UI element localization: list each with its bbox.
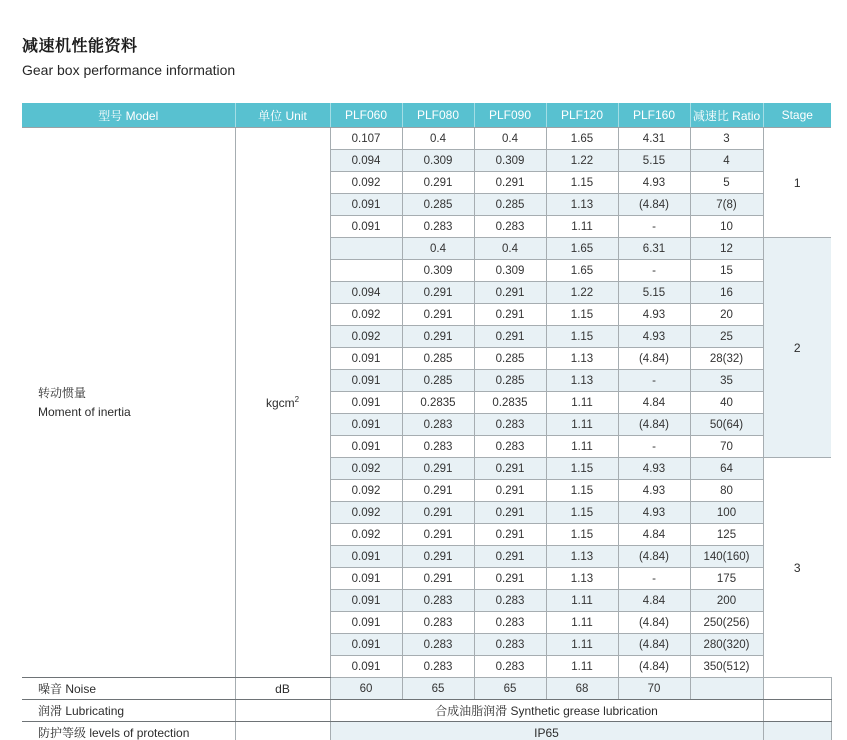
value-cell: 0.285	[402, 194, 474, 216]
value-cell: 0.092	[330, 326, 402, 348]
value-cell: (4.84)	[618, 634, 690, 656]
value-cell: 0.283	[474, 612, 546, 634]
value-cell: 0.283	[402, 634, 474, 656]
value-cell: 0.091	[330, 590, 402, 612]
noise-label: 噪音 Noise	[22, 678, 235, 700]
unit-cell	[235, 128, 330, 678]
value-cell: (4.84)	[618, 348, 690, 370]
value-cell: 0.291	[402, 546, 474, 568]
value-cell: 0.291	[474, 502, 546, 524]
value-cell: 1.13	[546, 194, 618, 216]
value-cell: 0.309	[474, 150, 546, 172]
ratio-cell: 4	[690, 150, 763, 172]
ratio-cell: 10	[690, 216, 763, 238]
value-cell: 0.092	[330, 172, 402, 194]
value-cell: 0.091	[330, 370, 402, 392]
value-cell: 0.291	[402, 480, 474, 502]
value-cell: 1.11	[546, 436, 618, 458]
unit-superscript: 2	[294, 395, 300, 404]
noise-row	[22, 678, 831, 700]
value-cell: 0.291	[474, 172, 546, 194]
value-cell: 4.93	[618, 502, 690, 524]
ratio-cell: 140(160)	[690, 546, 763, 568]
model-label-zh: 转动惯量	[38, 385, 87, 400]
value-cell: 0.309	[474, 260, 546, 282]
value-cell: 1.15	[546, 524, 618, 546]
value-cell: 1.15	[546, 326, 618, 348]
value-cell: 0.283	[402, 414, 474, 436]
value-cell: 0.091	[330, 194, 402, 216]
value-cell: 0.2835	[402, 392, 474, 414]
value-cell: (4.84)	[618, 194, 690, 216]
page-subtitle: Gear box performance information	[22, 62, 236, 78]
value-cell: -	[618, 436, 690, 458]
value-cell: 1.13	[546, 546, 618, 568]
noise-stage-empty	[763, 678, 831, 700]
ratio-cell: 50(64)	[690, 414, 763, 436]
value-cell: 0.291	[402, 326, 474, 348]
value-cell: 1.11	[546, 392, 618, 414]
table-footer	[22, 678, 831, 740]
value-cell: (4.84)	[618, 656, 690, 678]
value-cell: 0.291	[402, 502, 474, 524]
value-cell: 0.4	[474, 128, 546, 150]
protection-value: IP65	[330, 722, 763, 740]
lubricating-value: 合成油脂润滑 Synthetic grease lubrication	[330, 700, 763, 722]
value-cell: 1.11	[546, 612, 618, 634]
ratio-cell: 15	[690, 260, 763, 282]
value-cell: 1.22	[546, 150, 618, 172]
lubricating-unit-empty	[235, 700, 330, 722]
value-cell: 1.13	[546, 568, 618, 590]
header-plf160: PLF160	[618, 103, 690, 128]
header-stage: Stage	[763, 103, 831, 128]
value-cell: 0.107	[330, 128, 402, 150]
noise-unit: dB	[235, 678, 330, 700]
value-cell: 0.091	[330, 568, 402, 590]
value-cell: 0.092	[330, 458, 402, 480]
value-cell: 0.091	[330, 348, 402, 370]
value-cell: -	[618, 568, 690, 590]
value-cell: 0.285	[474, 348, 546, 370]
lubricating-label: 润滑 Lubricating	[22, 700, 235, 722]
noise-value-plf090: 65	[474, 678, 546, 700]
value-cell: 0.094	[330, 282, 402, 304]
value-cell: 0.283	[474, 216, 546, 238]
protection-unit-empty	[235, 722, 330, 740]
value-cell: 0.291	[474, 480, 546, 502]
value-cell: 0.094	[330, 150, 402, 172]
value-cell: 4.84	[618, 590, 690, 612]
value-cell: 0.091	[330, 656, 402, 678]
header-row	[22, 103, 831, 128]
value-cell: 0.092	[330, 304, 402, 326]
value-cell: 0.309	[402, 150, 474, 172]
header-plf120: PLF120	[546, 103, 618, 128]
value-cell: 0.285	[402, 370, 474, 392]
ratio-cell: 200	[690, 590, 763, 612]
value-cell: (4.84)	[618, 546, 690, 568]
ratio-cell: 40	[690, 392, 763, 414]
value-cell: 4.93	[618, 326, 690, 348]
ratio-cell: 5	[690, 172, 763, 194]
value-cell: 0.285	[474, 370, 546, 392]
ratio-cell: 70	[690, 436, 763, 458]
value-cell: 1.11	[546, 656, 618, 678]
value-cell: 1.15	[546, 480, 618, 502]
table-row	[22, 128, 831, 150]
value-cell: 1.11	[546, 414, 618, 436]
ratio-cell: 20	[690, 304, 763, 326]
value-cell: 0.091	[330, 216, 402, 238]
value-cell: 1.13	[546, 370, 618, 392]
value-cell: 1.15	[546, 172, 618, 194]
ratio-cell: 125	[690, 524, 763, 546]
value-cell: 4.31	[618, 128, 690, 150]
value-cell: 0.4	[402, 128, 474, 150]
value-cell: -	[618, 216, 690, 238]
value-cell: 6.31	[618, 238, 690, 260]
title-block	[22, 33, 235, 78]
value-cell: 4.93	[618, 172, 690, 194]
value-cell: 0.283	[474, 634, 546, 656]
value-cell: -	[618, 260, 690, 282]
value-cell: 0.285	[474, 194, 546, 216]
header-unit: 单位 Unit	[235, 103, 330, 128]
noise-value-plf080: 65	[402, 678, 474, 700]
value-cell: 0.283	[474, 656, 546, 678]
value-cell: 1.15	[546, 458, 618, 480]
value-cell: 1.11	[546, 634, 618, 656]
ratio-cell: 3	[690, 128, 763, 150]
ratio-cell: 80	[690, 480, 763, 502]
ratio-cell: 64	[690, 458, 763, 480]
value-cell: 0.291	[402, 172, 474, 194]
value-cell: 0.291	[474, 524, 546, 546]
value-cell: 0.283	[474, 436, 546, 458]
ratio-cell: 350(512)	[690, 656, 763, 678]
ratio-cell: 280(320)	[690, 634, 763, 656]
header-model: 型号 Model	[22, 103, 235, 128]
value-cell: 0.291	[402, 282, 474, 304]
value-cell: 0.283	[474, 414, 546, 436]
lubricating-row	[22, 700, 831, 722]
value-cell: 0.291	[474, 568, 546, 590]
ratio-cell: 35	[690, 370, 763, 392]
value-cell: 0.091	[330, 436, 402, 458]
header-plf060: PLF060	[330, 103, 402, 128]
noise-value-plf120: 68	[546, 678, 618, 700]
value-cell: 1.65	[546, 238, 618, 260]
value-cell: 0.283	[474, 590, 546, 612]
ratio-cell: 12	[690, 238, 763, 260]
value-cell: 0.291	[474, 282, 546, 304]
value-cell: 0.291	[474, 458, 546, 480]
noise-value-plf060: 60	[330, 678, 402, 700]
value-cell: 0.091	[330, 634, 402, 656]
ratio-cell: 250(256)	[690, 612, 763, 634]
value-cell: 0.283	[402, 656, 474, 678]
ratio-cell: 28(32)	[690, 348, 763, 370]
header-plf090: PLF090	[474, 103, 546, 128]
value-cell: 1.11	[546, 216, 618, 238]
value-cell: 4.84	[618, 392, 690, 414]
lubricating-stage-empty	[763, 700, 831, 722]
value-cell: (4.84)	[618, 612, 690, 634]
value-cell: 1.22	[546, 282, 618, 304]
value-cell: 0.291	[402, 304, 474, 326]
ratio-cell: 7(8)	[690, 194, 763, 216]
value-cell: 0.291	[474, 326, 546, 348]
value-cell: 0.092	[330, 502, 402, 524]
value-cell	[330, 260, 402, 282]
value-cell: 0.291	[402, 568, 474, 590]
value-cell: 0.092	[330, 480, 402, 502]
value-cell: (4.84)	[618, 414, 690, 436]
stage-cell: 1	[763, 128, 831, 238]
protection-label: 防护等级 levels of protection	[22, 722, 235, 740]
table-wrap	[22, 103, 832, 740]
table-body	[22, 128, 831, 678]
ratio-cell: 25	[690, 326, 763, 348]
value-cell: 0.285	[402, 348, 474, 370]
ratio-cell: 175	[690, 568, 763, 590]
stage-cell: 2	[763, 238, 831, 458]
value-cell: 0.4	[474, 238, 546, 260]
value-cell: 4.93	[618, 304, 690, 326]
header-plf080: PLF080	[402, 103, 474, 128]
value-cell: 1.15	[546, 304, 618, 326]
value-cell: 0.291	[474, 304, 546, 326]
value-cell: 0.2835	[474, 392, 546, 414]
value-cell	[330, 238, 402, 260]
value-cell: 0.283	[402, 590, 474, 612]
noise-ratio-empty	[690, 678, 763, 700]
page-title: 减速机性能资料	[22, 38, 138, 55]
value-cell: 0.283	[402, 216, 474, 238]
ratio-cell: 100	[690, 502, 763, 524]
model-cell	[22, 128, 235, 678]
value-cell: 5.15	[618, 150, 690, 172]
value-cell: 1.15	[546, 502, 618, 524]
ratio-cell: 16	[690, 282, 763, 304]
value-cell: 0.291	[402, 458, 474, 480]
value-cell: 1.13	[546, 348, 618, 370]
unit-value: kgcm	[265, 396, 295, 410]
value-cell: 4.93	[618, 480, 690, 502]
model-label-en: Moment of inertia	[38, 404, 131, 419]
header-ratio: 减速比 Ratio	[690, 103, 763, 128]
stage-cell: 3	[763, 458, 831, 678]
value-cell: 1.11	[546, 590, 618, 612]
value-cell: 0.291	[474, 546, 546, 568]
value-cell: 0.092	[330, 524, 402, 546]
value-cell: 1.65	[546, 128, 618, 150]
protection-stage-empty	[763, 722, 831, 740]
value-cell: 0.291	[402, 524, 474, 546]
value-cell: 4.84	[618, 524, 690, 546]
value-cell: 0.091	[330, 612, 402, 634]
performance-table	[22, 103, 832, 740]
noise-value-plf160: 70	[618, 678, 690, 700]
value-cell: 0.283	[402, 436, 474, 458]
value-cell: 0.309	[402, 260, 474, 282]
value-cell: -	[618, 370, 690, 392]
value-cell: 0.283	[402, 612, 474, 634]
value-cell: 0.091	[330, 414, 402, 436]
value-cell: 0.091	[330, 392, 402, 414]
value-cell: 5.15	[618, 282, 690, 304]
value-cell: 4.93	[618, 458, 690, 480]
value-cell: 1.65	[546, 260, 618, 282]
protection-row	[22, 722, 831, 740]
value-cell: 0.4	[402, 238, 474, 260]
value-cell: 0.091	[330, 546, 402, 568]
